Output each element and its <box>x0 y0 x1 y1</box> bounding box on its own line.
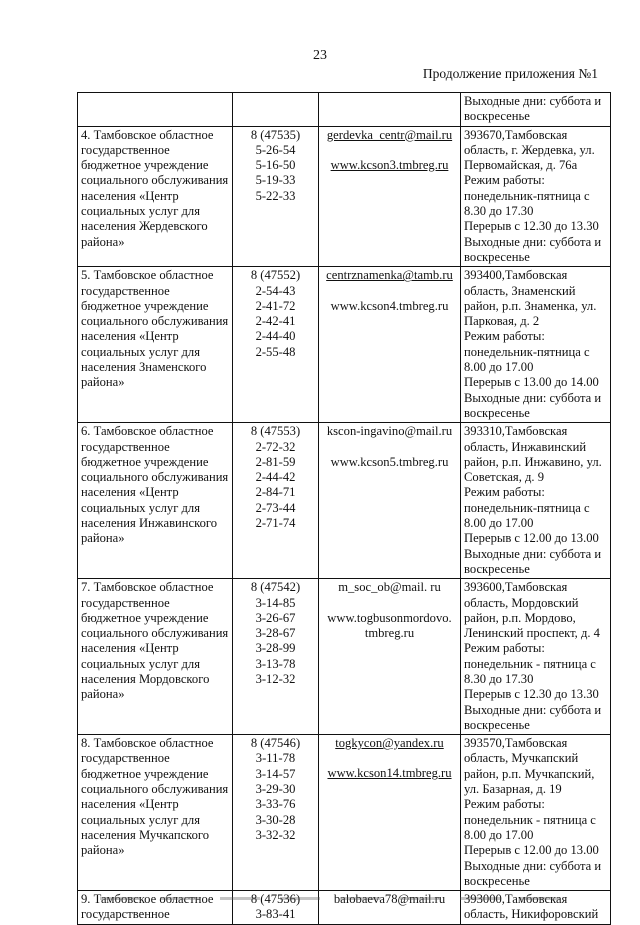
phone-number: 8 (47542) <box>250 580 301 595</box>
email-link[interactable]: m_soc_ob@mail. ru <box>338 580 441 595</box>
table-row <box>78 891 611 925</box>
phone-number: 3-32-32 <box>255 827 296 842</box>
address-schedule: 393000,Тамбовская область, Никифоровский <box>461 891 611 925</box>
email-link[interactable]: balobaeva78@mail.ru <box>333 892 446 907</box>
address-schedule: 393670,Тамбовская область, г. Жердевка, ул. Первомайская, д. 76а Режим работы: понедельник-пятница с 8.30 до 17.30 Перерыв с 12.30 до 13.30 Выходные дни: суббота и воскресенье <box>461 126 611 267</box>
institution-name: 5. Тамбовское областное государственное бюджетное учреждение социального обслуживания населения «Центр социальных услуг для населения Знаменского района» <box>78 267 233 423</box>
phone-number: 2-44-40 <box>255 329 296 344</box>
institution-name: 7. Тамбовское областное государственное бюджетное учреждение социального обслуживания населения «Центр социальных услуг для населения Мордовского района» <box>78 579 233 735</box>
phone-number: 3-14-57 <box>255 766 296 781</box>
phone-number: 3-28-67 <box>255 626 296 641</box>
phone-number: 8 (47536) <box>250 892 301 907</box>
appendix-title: Продолжение приложения №1 <box>422 66 598 81</box>
contact-cell <box>319 579 461 735</box>
institution-name: 8. Тамбовское областное государственное бюджетное учреждение социального обслуживания населения «Центр социальных услуг для населения Мучкапского района» <box>78 735 233 891</box>
website-link[interactable]: www.kcson14.tmbreg.ru <box>327 766 452 781</box>
phone-number: 3-13-78 <box>255 656 296 671</box>
address-schedule: 393570,Тамбовская область, Мучкапский район, р.п. Мучкапский, ул. Базарная, д. 19 Режим работы: понедельник - пятница с 8.00 до 17.00 Перерыв с 12.00 до 13.00 Выходные дни: суббота и воскресенье <box>461 735 611 891</box>
phone-number: 2-41-72 <box>255 298 296 313</box>
website-link[interactable]: www.kcson3.tmbreg.ru <box>330 157 449 172</box>
address-schedule: 393600,Тамбовская область, Мордовский район, р.п. Мордово, Ленинский проспект, д. 4 Режим работы: понедельник - пятница с 8.30 до 17.30 Перерыв с 12.30 до 13.30 Выходные дни: суббота и воскресенье <box>461 579 611 735</box>
institutions-table <box>77 92 611 925</box>
contact-cell <box>319 423 461 579</box>
institution-name: 9. Тамбовское областное государственное <box>78 891 233 925</box>
contact-cell <box>319 93 461 127</box>
phone-cell <box>233 126 319 267</box>
phone-number: 2-42-41 <box>255 314 296 329</box>
scan-edge-artifact <box>100 897 560 900</box>
website-link[interactable]: www.kcson4.tmbreg.ru <box>330 298 449 313</box>
phone-cell <box>233 579 319 735</box>
contact-cell <box>319 126 461 267</box>
phone-cell <box>233 735 319 891</box>
website-link[interactable]: www.kcson5.tmbreg.ru <box>330 454 449 469</box>
phone-number: 5-26-54 <box>255 142 296 157</box>
contact-cell <box>319 267 461 423</box>
phone-number: 3-33-76 <box>255 797 296 812</box>
phone-cell <box>233 93 319 127</box>
phone-number: 3-26-67 <box>255 610 296 625</box>
contact-cell <box>319 891 461 925</box>
table-row <box>78 267 611 423</box>
phone-number: 2-73-44 <box>255 500 296 515</box>
address-schedule: Выходные дни: суббота и воскресенье <box>461 93 611 127</box>
table-row <box>78 735 611 891</box>
table-row <box>78 93 611 127</box>
phone-number: 2-81-59 <box>255 454 296 469</box>
email-link[interactable]: togkycon@yandex.ru <box>335 736 444 751</box>
phone-cell <box>233 267 319 423</box>
institution-name: 4. Тамбовское областное государственное бюджетное учреждение социального обслуживания населения «Центр социальных услуг для населения Жердевского района» <box>78 126 233 267</box>
phone-number: 3-28-99 <box>255 641 296 656</box>
phone-number: 2-55-48 <box>255 344 296 359</box>
phone-number: 3-83-41 <box>255 907 296 922</box>
phone-number: 3-30-28 <box>255 812 296 827</box>
phone-number: 8 (47552) <box>250 268 301 283</box>
phone-number: 3-11-78 <box>255 751 296 766</box>
phone-number: 2-84-71 <box>255 485 296 500</box>
contact-cell <box>319 735 461 891</box>
institution-name: 6. Тамбовское областное государственное бюджетное учреждение социального обслуживания населения «Центр социальных услуг для населения Инжавинского района» <box>78 423 233 579</box>
phone-number: 5-19-33 <box>255 173 296 188</box>
table-row <box>78 423 611 579</box>
table-row <box>78 126 611 267</box>
page-number: 23 <box>313 48 327 63</box>
phone-number: 8 (47535) <box>250 127 301 142</box>
phone-number: 3-29-30 <box>255 782 296 797</box>
phone-cell <box>233 423 319 579</box>
phone-number: 3-14-85 <box>255 595 296 610</box>
phone-number: 2-54-43 <box>255 283 296 298</box>
address-schedule: 393400,Тамбовская область, Знаменский район, р.п. Знаменка, ул. Парковая, д. 2 Режим работы: понедельник-пятница с 8.00 до 17.00 Перерыв с 13.00 до 14.00 Выходные дни: суббота и воскресенье <box>461 267 611 423</box>
phone-number: 8 (47553) <box>250 424 301 439</box>
phone-number: 5-16-50 <box>255 158 296 173</box>
email-link[interactable]: gerdevka_centr@mail.ru <box>326 127 453 142</box>
phone-number: 3-12-32 <box>255 671 296 686</box>
phone-cell <box>233 891 319 925</box>
phone-number: 2-72-32 <box>255 439 296 454</box>
email-link[interactable]: centrznamenka@tamb.ru <box>326 268 453 283</box>
phone-number: 2-71-74 <box>255 516 296 531</box>
address-schedule: 393310,Тамбовская область, Инжавинский район, р.п. Инжавино, ул. Советская, д. 9 Режим работы: понедельник-пятница с 8.00 до 17.00 Перерыв с 12.00 до 13.00 Выходные дни: суббота и воскресенье <box>461 423 611 579</box>
phone-number: 2-44-42 <box>255 470 296 485</box>
phone-number: 5-22-33 <box>255 188 296 203</box>
phone-number: 8 (47546) <box>250 736 301 751</box>
institution-name <box>78 93 233 127</box>
website-link[interactable]: www.togbusonmordovo. tmbreg.ru <box>327 610 452 640</box>
email-link[interactable]: kscon-ingavino@mail.ru <box>326 424 453 439</box>
table-row <box>78 579 611 735</box>
